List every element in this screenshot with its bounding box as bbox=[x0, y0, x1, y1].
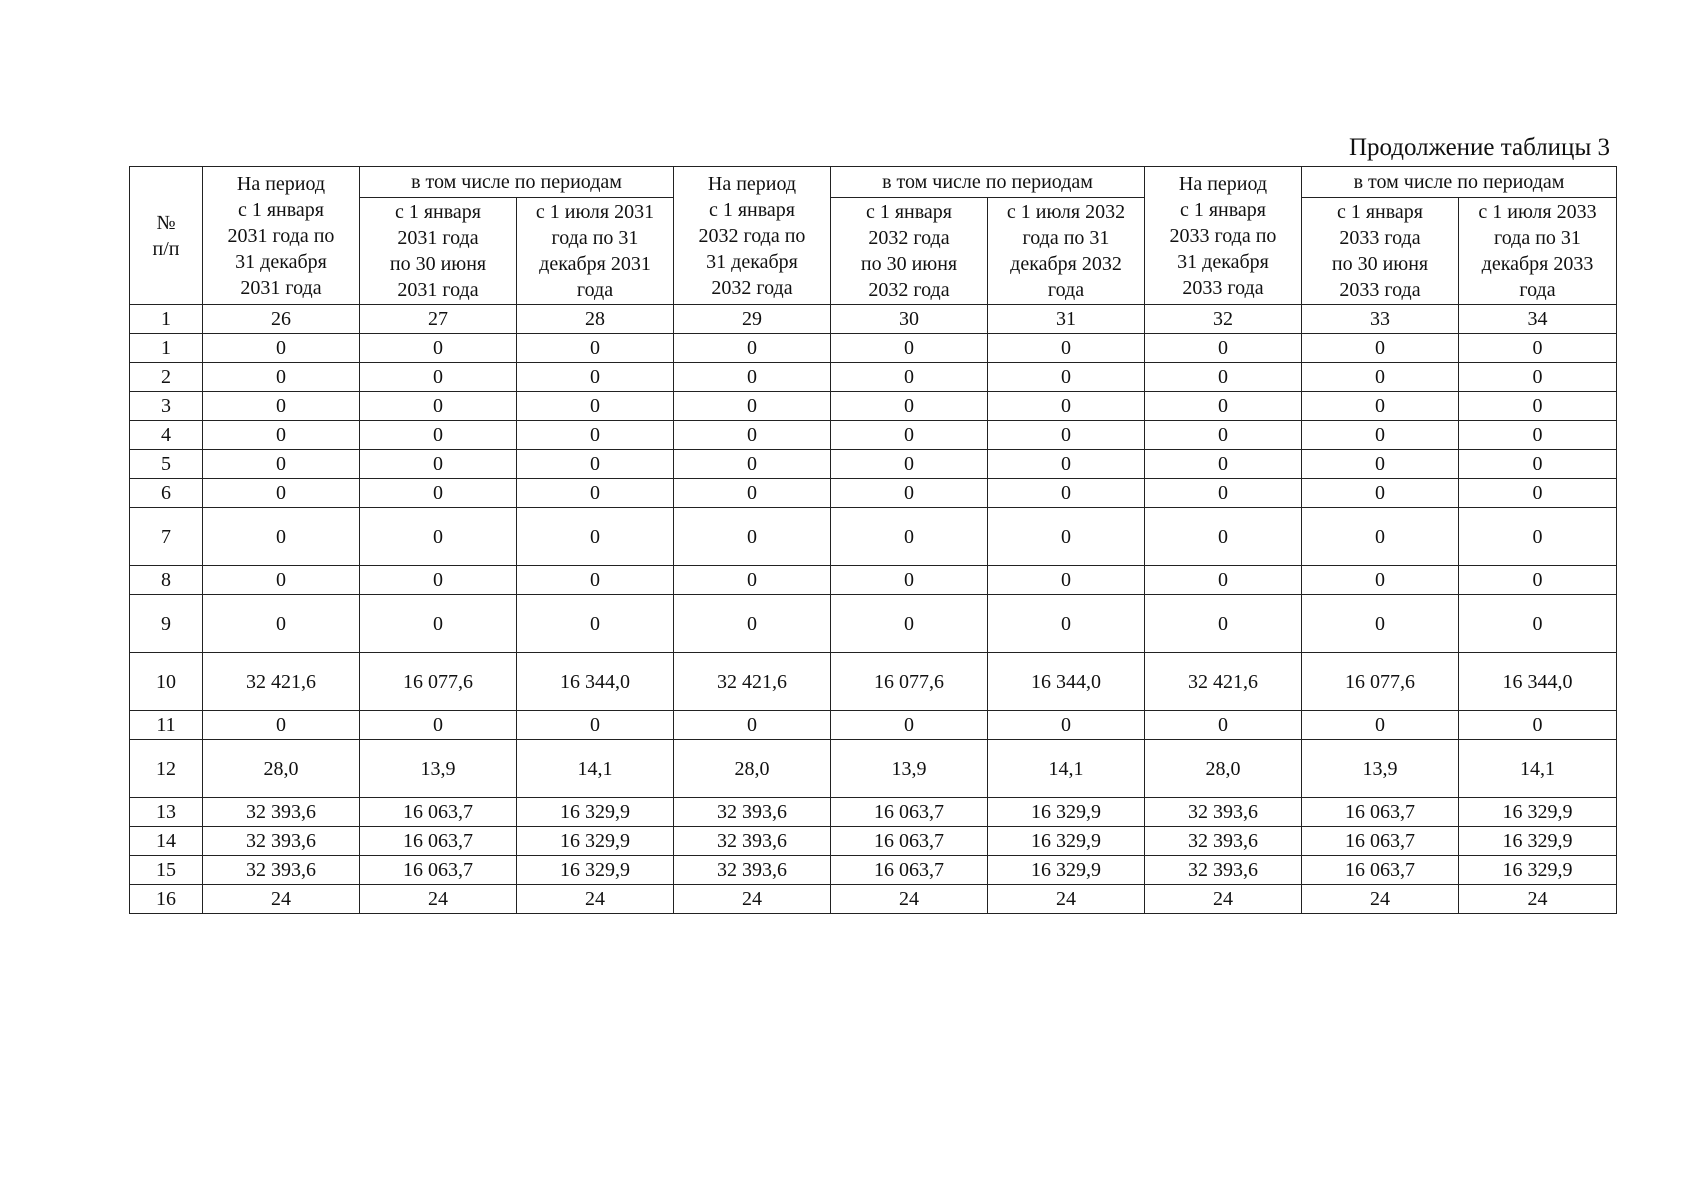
table-row bbox=[130, 479, 1617, 508]
table-cell: 0 bbox=[360, 595, 517, 653]
table-cell: 16 063,7 bbox=[1302, 827, 1459, 856]
table-cell: 0 bbox=[831, 334, 988, 363]
table-cell: 0 bbox=[1459, 450, 1617, 479]
table-cell: 0 bbox=[360, 421, 517, 450]
table-cell: 24 bbox=[988, 885, 1145, 914]
table-cell: 0 bbox=[988, 421, 1145, 450]
header-subgroup-2032: в том числе по периодам bbox=[831, 167, 1145, 198]
table-cell: 0 bbox=[517, 508, 674, 566]
table-cell: 0 bbox=[988, 595, 1145, 653]
table-cell: 0 bbox=[831, 450, 988, 479]
table-cell: 32 393,6 bbox=[674, 856, 831, 885]
table-cell: 0 bbox=[517, 595, 674, 653]
row-number-cell: 16 bbox=[130, 885, 203, 914]
table-cell: 0 bbox=[1302, 508, 1459, 566]
table-row bbox=[130, 392, 1617, 421]
table-cell: 0 bbox=[203, 711, 360, 740]
table-cell: 0 bbox=[203, 421, 360, 450]
row-number-cell: 11 bbox=[130, 711, 203, 740]
table-cell: 0 bbox=[1459, 334, 1617, 363]
table-cell: 0 bbox=[1302, 566, 1459, 595]
table-cell: 0 bbox=[1145, 508, 1302, 566]
table-cell: 0 bbox=[203, 334, 360, 363]
table-cell: 0 bbox=[831, 595, 988, 653]
header-subgroup-2031: в том числе по периодам bbox=[360, 167, 674, 198]
table-row bbox=[130, 798, 1617, 827]
row-number-cell: 9 bbox=[130, 595, 203, 653]
row-number-cell: 1 bbox=[130, 334, 203, 363]
table-cell: 24 bbox=[1145, 885, 1302, 914]
table-cell: 16 063,7 bbox=[831, 856, 988, 885]
table-body bbox=[130, 305, 1617, 914]
table-cell: 16 344,0 bbox=[1459, 653, 1617, 711]
table-cell: 0 bbox=[674, 363, 831, 392]
table-cell: 32 393,6 bbox=[1145, 827, 1302, 856]
table-row bbox=[130, 421, 1617, 450]
table-cell: 0 bbox=[1302, 392, 1459, 421]
table-cell: 0 bbox=[1459, 595, 1617, 653]
table-cell: 28,0 bbox=[203, 740, 360, 798]
row-number-cell: 2 bbox=[130, 363, 203, 392]
table-cell: 24 bbox=[1459, 885, 1617, 914]
table-cell: 0 bbox=[360, 334, 517, 363]
table-cell: 0 bbox=[1145, 421, 1302, 450]
table-cell: 13,9 bbox=[831, 740, 988, 798]
table-cell: 0 bbox=[1145, 392, 1302, 421]
table-cell: 0 bbox=[1459, 711, 1617, 740]
table-cell: 0 bbox=[831, 421, 988, 450]
table-cell: 16 329,9 bbox=[988, 856, 1145, 885]
table-cell: 16 063,7 bbox=[831, 827, 988, 856]
table-row bbox=[130, 450, 1617, 479]
column-number-cell: 33 bbox=[1302, 305, 1459, 334]
header-h2-2033: с 1 июля 2033 года по 31 декабря 2033 года bbox=[1459, 198, 1617, 305]
table-cell: 16 063,7 bbox=[831, 798, 988, 827]
row-number-cell: 7 bbox=[130, 508, 203, 566]
row-number-cell: 6 bbox=[130, 479, 203, 508]
table-cell: 14,1 bbox=[1459, 740, 1617, 798]
table-cell: 0 bbox=[517, 450, 674, 479]
table-cell: 0 bbox=[674, 421, 831, 450]
column-number-row bbox=[130, 305, 1617, 334]
table-cell: 0 bbox=[988, 479, 1145, 508]
table-cell: 0 bbox=[1459, 566, 1617, 595]
table-cell: 32 393,6 bbox=[203, 856, 360, 885]
table-cell: 0 bbox=[674, 334, 831, 363]
table-cell: 0 bbox=[517, 392, 674, 421]
table-cell: 16 063,7 bbox=[1302, 798, 1459, 827]
header-h2-2031: с 1 июля 2031 года по 31 декабря 2031 года bbox=[517, 198, 674, 305]
table-cell: 0 bbox=[988, 392, 1145, 421]
table-cell: 0 bbox=[1145, 566, 1302, 595]
table-cell: 0 bbox=[674, 508, 831, 566]
table-cell: 0 bbox=[203, 450, 360, 479]
table-cell: 0 bbox=[203, 479, 360, 508]
table-cell: 0 bbox=[1302, 363, 1459, 392]
table-cell: 32 393,6 bbox=[674, 827, 831, 856]
table-cell: 14,1 bbox=[517, 740, 674, 798]
table-cell: 0 bbox=[831, 566, 988, 595]
table-cell: 0 bbox=[203, 363, 360, 392]
table-cell: 32 393,6 bbox=[674, 798, 831, 827]
table-cell: 0 bbox=[360, 711, 517, 740]
table-cell: 13,9 bbox=[1302, 740, 1459, 798]
table-cell: 0 bbox=[1145, 450, 1302, 479]
table-cell: 0 bbox=[988, 711, 1145, 740]
table-cell: 0 bbox=[1145, 711, 1302, 740]
table-cell: 0 bbox=[517, 421, 674, 450]
table-cell: 0 bbox=[831, 392, 988, 421]
table-cell: 16 329,9 bbox=[988, 827, 1145, 856]
table-cell: 0 bbox=[988, 450, 1145, 479]
table-cell: 0 bbox=[831, 711, 988, 740]
column-number-cell: 28 bbox=[517, 305, 674, 334]
table-cell: 16 329,9 bbox=[1459, 827, 1617, 856]
table-cell: 0 bbox=[360, 450, 517, 479]
header-number: № п/п bbox=[130, 167, 203, 305]
table-cell: 0 bbox=[360, 363, 517, 392]
table-cell: 16 329,9 bbox=[517, 798, 674, 827]
table-cell: 0 bbox=[1302, 711, 1459, 740]
column-number-cell: 29 bbox=[674, 305, 831, 334]
table-cell: 16 077,6 bbox=[360, 653, 517, 711]
column-number-cell: 26 bbox=[203, 305, 360, 334]
table-row bbox=[130, 856, 1617, 885]
table-cell: 16 344,0 bbox=[988, 653, 1145, 711]
table-cell: 16 344,0 bbox=[517, 653, 674, 711]
table-cell: 0 bbox=[988, 334, 1145, 363]
table-cell: 0 bbox=[517, 363, 674, 392]
table-cell: 0 bbox=[988, 363, 1145, 392]
table-cell: 16 063,7 bbox=[360, 856, 517, 885]
table-cell: 0 bbox=[1145, 595, 1302, 653]
table-caption: Продолжение таблицы 3 bbox=[1348, 134, 1610, 161]
header-subgroup-2033: в том числе по периодам bbox=[1302, 167, 1617, 198]
table-cell: 0 bbox=[674, 595, 831, 653]
table-cell: 0 bbox=[988, 566, 1145, 595]
table-row bbox=[130, 595, 1617, 653]
table-cell: 0 bbox=[1145, 479, 1302, 508]
table-cell: 16 329,9 bbox=[1459, 856, 1617, 885]
row-number-cell: 14 bbox=[130, 827, 203, 856]
row-number-cell: 10 bbox=[130, 653, 203, 711]
table-row bbox=[130, 363, 1617, 392]
header-total-2031: На период с 1 января 2031 года по 31 декабря 2031 года bbox=[203, 167, 360, 305]
row-number-cell: 8 bbox=[130, 566, 203, 595]
row-number-cell: 12 bbox=[130, 740, 203, 798]
table-cell: 32 421,6 bbox=[1145, 653, 1302, 711]
header-total-2033: На период с 1 января 2033 года по 31 декабря 2033 года bbox=[1145, 167, 1302, 305]
table-cell: 28,0 bbox=[674, 740, 831, 798]
row-number-cell: 4 bbox=[130, 421, 203, 450]
table-cell: 32 393,6 bbox=[203, 827, 360, 856]
table-row bbox=[130, 711, 1617, 740]
table-cell: 16 329,9 bbox=[988, 798, 1145, 827]
table-cell: 0 bbox=[360, 508, 517, 566]
table-cell: 0 bbox=[831, 363, 988, 392]
table-cell: 0 bbox=[517, 711, 674, 740]
table-row bbox=[130, 740, 1617, 798]
table-cell: 0 bbox=[1302, 595, 1459, 653]
table-cell: 0 bbox=[1302, 450, 1459, 479]
table-cell: 32 393,6 bbox=[203, 798, 360, 827]
table-cell: 14,1 bbox=[988, 740, 1145, 798]
table-cell: 0 bbox=[203, 508, 360, 566]
row-number-cell: 15 bbox=[130, 856, 203, 885]
table-cell: 0 bbox=[360, 392, 517, 421]
table-cell: 24 bbox=[674, 885, 831, 914]
table-cell: 32 421,6 bbox=[203, 653, 360, 711]
table-row bbox=[130, 827, 1617, 856]
table-cell: 16 063,7 bbox=[360, 827, 517, 856]
header-h2-2032: с 1 июля 2032 года по 31 декабря 2032 года bbox=[988, 198, 1145, 305]
column-number-cell: 31 bbox=[988, 305, 1145, 334]
header-total-2032: На период с 1 января 2032 года по 31 декабря 2032 года bbox=[674, 167, 831, 305]
table-cell: 28,0 bbox=[1145, 740, 1302, 798]
table-cell: 24 bbox=[831, 885, 988, 914]
table-cell: 16 077,6 bbox=[831, 653, 988, 711]
column-number-cell: 34 bbox=[1459, 305, 1617, 334]
table-cell: 0 bbox=[674, 566, 831, 595]
table-cell: 0 bbox=[1459, 421, 1617, 450]
table-cell: 0 bbox=[1459, 479, 1617, 508]
table-cell: 0 bbox=[203, 566, 360, 595]
header-h1-2033: с 1 января 2033 года по 30 июня 2033 года bbox=[1302, 198, 1459, 305]
table-cell: 0 bbox=[360, 566, 517, 595]
table-cell: 13,9 bbox=[360, 740, 517, 798]
row-number-cell: 3 bbox=[130, 392, 203, 421]
table-cell: 32 421,6 bbox=[674, 653, 831, 711]
table-cell: 0 bbox=[517, 566, 674, 595]
table-row bbox=[130, 334, 1617, 363]
table-cell: 0 bbox=[1459, 392, 1617, 421]
table-cell: 0 bbox=[1145, 363, 1302, 392]
table-cell: 24 bbox=[1302, 885, 1459, 914]
table-cell: 0 bbox=[360, 479, 517, 508]
row-number-cell: 5 bbox=[130, 450, 203, 479]
table-cell: 16 329,9 bbox=[517, 827, 674, 856]
table-row bbox=[130, 566, 1617, 595]
table-cell: 16 329,9 bbox=[517, 856, 674, 885]
table-cell: 0 bbox=[1302, 334, 1459, 363]
table-cell: 24 bbox=[517, 885, 674, 914]
table-cell: 0 bbox=[674, 711, 831, 740]
column-number-cell: 1 bbox=[130, 305, 203, 334]
table-cell: 0 bbox=[203, 595, 360, 653]
data-table bbox=[129, 166, 1617, 914]
table-cell: 0 bbox=[831, 479, 988, 508]
table-cell: 32 393,6 bbox=[1145, 856, 1302, 885]
table-cell: 0 bbox=[1302, 421, 1459, 450]
row-number-cell: 13 bbox=[130, 798, 203, 827]
table-cell: 16 063,7 bbox=[360, 798, 517, 827]
table-cell: 0 bbox=[674, 479, 831, 508]
table-cell: 0 bbox=[517, 479, 674, 508]
header-h1-2031: с 1 января 2031 года по 30 июня 2031 года bbox=[360, 198, 517, 305]
table-cell: 32 393,6 bbox=[1145, 798, 1302, 827]
header-h1-2032: с 1 января 2032 года по 30 июня 2032 года bbox=[831, 198, 988, 305]
table-cell: 0 bbox=[203, 392, 360, 421]
table-cell: 0 bbox=[1145, 334, 1302, 363]
table-cell: 0 bbox=[1459, 508, 1617, 566]
table-cell: 16 063,7 bbox=[1302, 856, 1459, 885]
table-cell: 24 bbox=[360, 885, 517, 914]
table-cell: 0 bbox=[831, 508, 988, 566]
column-number-cell: 27 bbox=[360, 305, 517, 334]
table-cell: 0 bbox=[988, 508, 1145, 566]
table-row bbox=[130, 653, 1617, 711]
table-cell: 24 bbox=[203, 885, 360, 914]
table-cell: 0 bbox=[1459, 363, 1617, 392]
column-number-cell: 32 bbox=[1145, 305, 1302, 334]
table-row bbox=[130, 508, 1617, 566]
table-cell: 0 bbox=[674, 392, 831, 421]
table-cell: 16 329,9 bbox=[1459, 798, 1617, 827]
table-cell: 0 bbox=[1302, 479, 1459, 508]
column-number-cell: 30 bbox=[831, 305, 988, 334]
table-cell: 0 bbox=[517, 334, 674, 363]
table-cell: 0 bbox=[674, 450, 831, 479]
table-cell: 16 077,6 bbox=[1302, 653, 1459, 711]
table-row bbox=[130, 885, 1617, 914]
